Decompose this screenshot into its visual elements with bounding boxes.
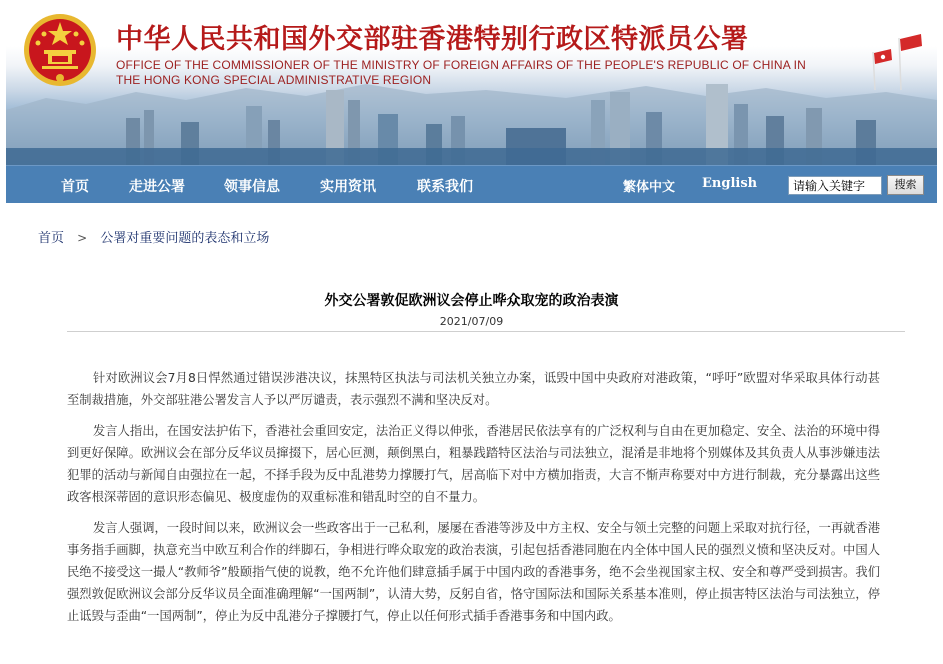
search-input[interactable] xyxy=(788,176,882,195)
article-date: 2021/07/09 xyxy=(439,315,504,328)
site-title-cn: 中华人民共和国外交部驻香港特别行政区特派员公署 xyxy=(116,24,749,55)
nav-item-about[interactable]: 走进公署 xyxy=(129,179,185,195)
nav-item-contact[interactable]: 联系我们 xyxy=(417,179,473,195)
nav-item-consular[interactable]: 领事信息 xyxy=(224,179,280,195)
breadcrumb-separator: > xyxy=(77,231,88,245)
article-title: 外交公署敦促欧洲议会停止哗众取宠的政治表演 xyxy=(324,293,619,309)
header-banner xyxy=(6,0,937,165)
lang-traditional-link[interactable]: 繁体中文 xyxy=(623,180,676,195)
article-body xyxy=(67,367,880,636)
article-paragraph: 发言人强调，一段时间以来，欧洲议会一些政客出于一己私利，屡屡在香港等涉及中方主权、安全与领土完整的问题上采取对抗行径，一再就香港事务指手画脚，执意充当中欧互利合作的绊脚石，争相进行哗众取宠的政治表演，引起包括香港同胞在内全体中国人民的强烈义愤和坚决反对。中国人民绝不接受这一撮人“教师爷”般颐指气使的说教，绝不允许他们肆意插手属于中国内政的香港事务，绝不会坐视国家主权、安全和尊严受到损害。我们强烈敦促欧洲议会部分反华议员全面准确理解“一国两制”，认清大势，反躬自省，恪守国际法和国际关系基本准则，停止损害特区法治与司法独立，停止诋毁与歪曲“一国两制”，停止为反中乱港分子撑腰打气，停止以任何形式插手香港事务和中国内政。 xyxy=(67,521,881,623)
site-title-en-line2: THE HONG KONG SPECIAL ADMINISTRATIVE REGION xyxy=(116,73,432,87)
breadcrumb-current-link[interactable]: 公署对重要问题的表态和立场 xyxy=(100,231,270,246)
article-paragraph: 针对欧洲议会7月8日悍然通过错误涉港决议，抹黑特区执法与司法机关独立办案，诋毁中国中央政府对港政策，“呼吁”欧盟对华采取具体行动甚至制裁措施，外交部驻港公署发言人予以严厉谴责，表示强烈不满和坚决反对。 xyxy=(67,371,880,407)
city-skyline-image xyxy=(6,70,937,165)
title-divider xyxy=(67,331,905,332)
search-button[interactable]: 搜索 xyxy=(887,175,924,195)
nav-item-info[interactable]: 实用资讯 xyxy=(320,179,376,195)
breadcrumb xyxy=(38,227,269,246)
site-title-en-line1: OFFICE OF THE COMMISSIONER OF THE MINISTRY OF FOREIGN AFFAIRS OF THE PEOPLE'S REPUBLIC OF CHINA IN xyxy=(116,58,806,72)
main-nav xyxy=(6,165,937,203)
breadcrumb-home-link[interactable]: 首页 xyxy=(38,231,65,246)
nav-item-home[interactable]: 首页 xyxy=(61,179,89,195)
article-paragraph: 发言人指出，在国安法护佑下，香港社会重回安定，法治正义得以伸张，香港居民依法享有的广泛权利与自由在更加稳定、安全、法治的环境中得到更好保障。欧洲议会在部分反华议员撺掇下，居心叵测，颠倒黑白，粗暴践踏特区法治与司法独立，混淆是非地将个别媒体及其负责人从事涉嫌违法犯罪的活动与新闻自由强拉在一起，不择手段为反中乱港势力撑腰打气，居高临下对中方横加指责，大言不惭声称要对中方进行制裁，充分暴露出这些政客根深蒂固的意识形态偏见、极度虚伪的双重标准和错乱时空的自不量力。 xyxy=(67,424,881,504)
lang-english-link[interactable]: English xyxy=(702,176,758,191)
